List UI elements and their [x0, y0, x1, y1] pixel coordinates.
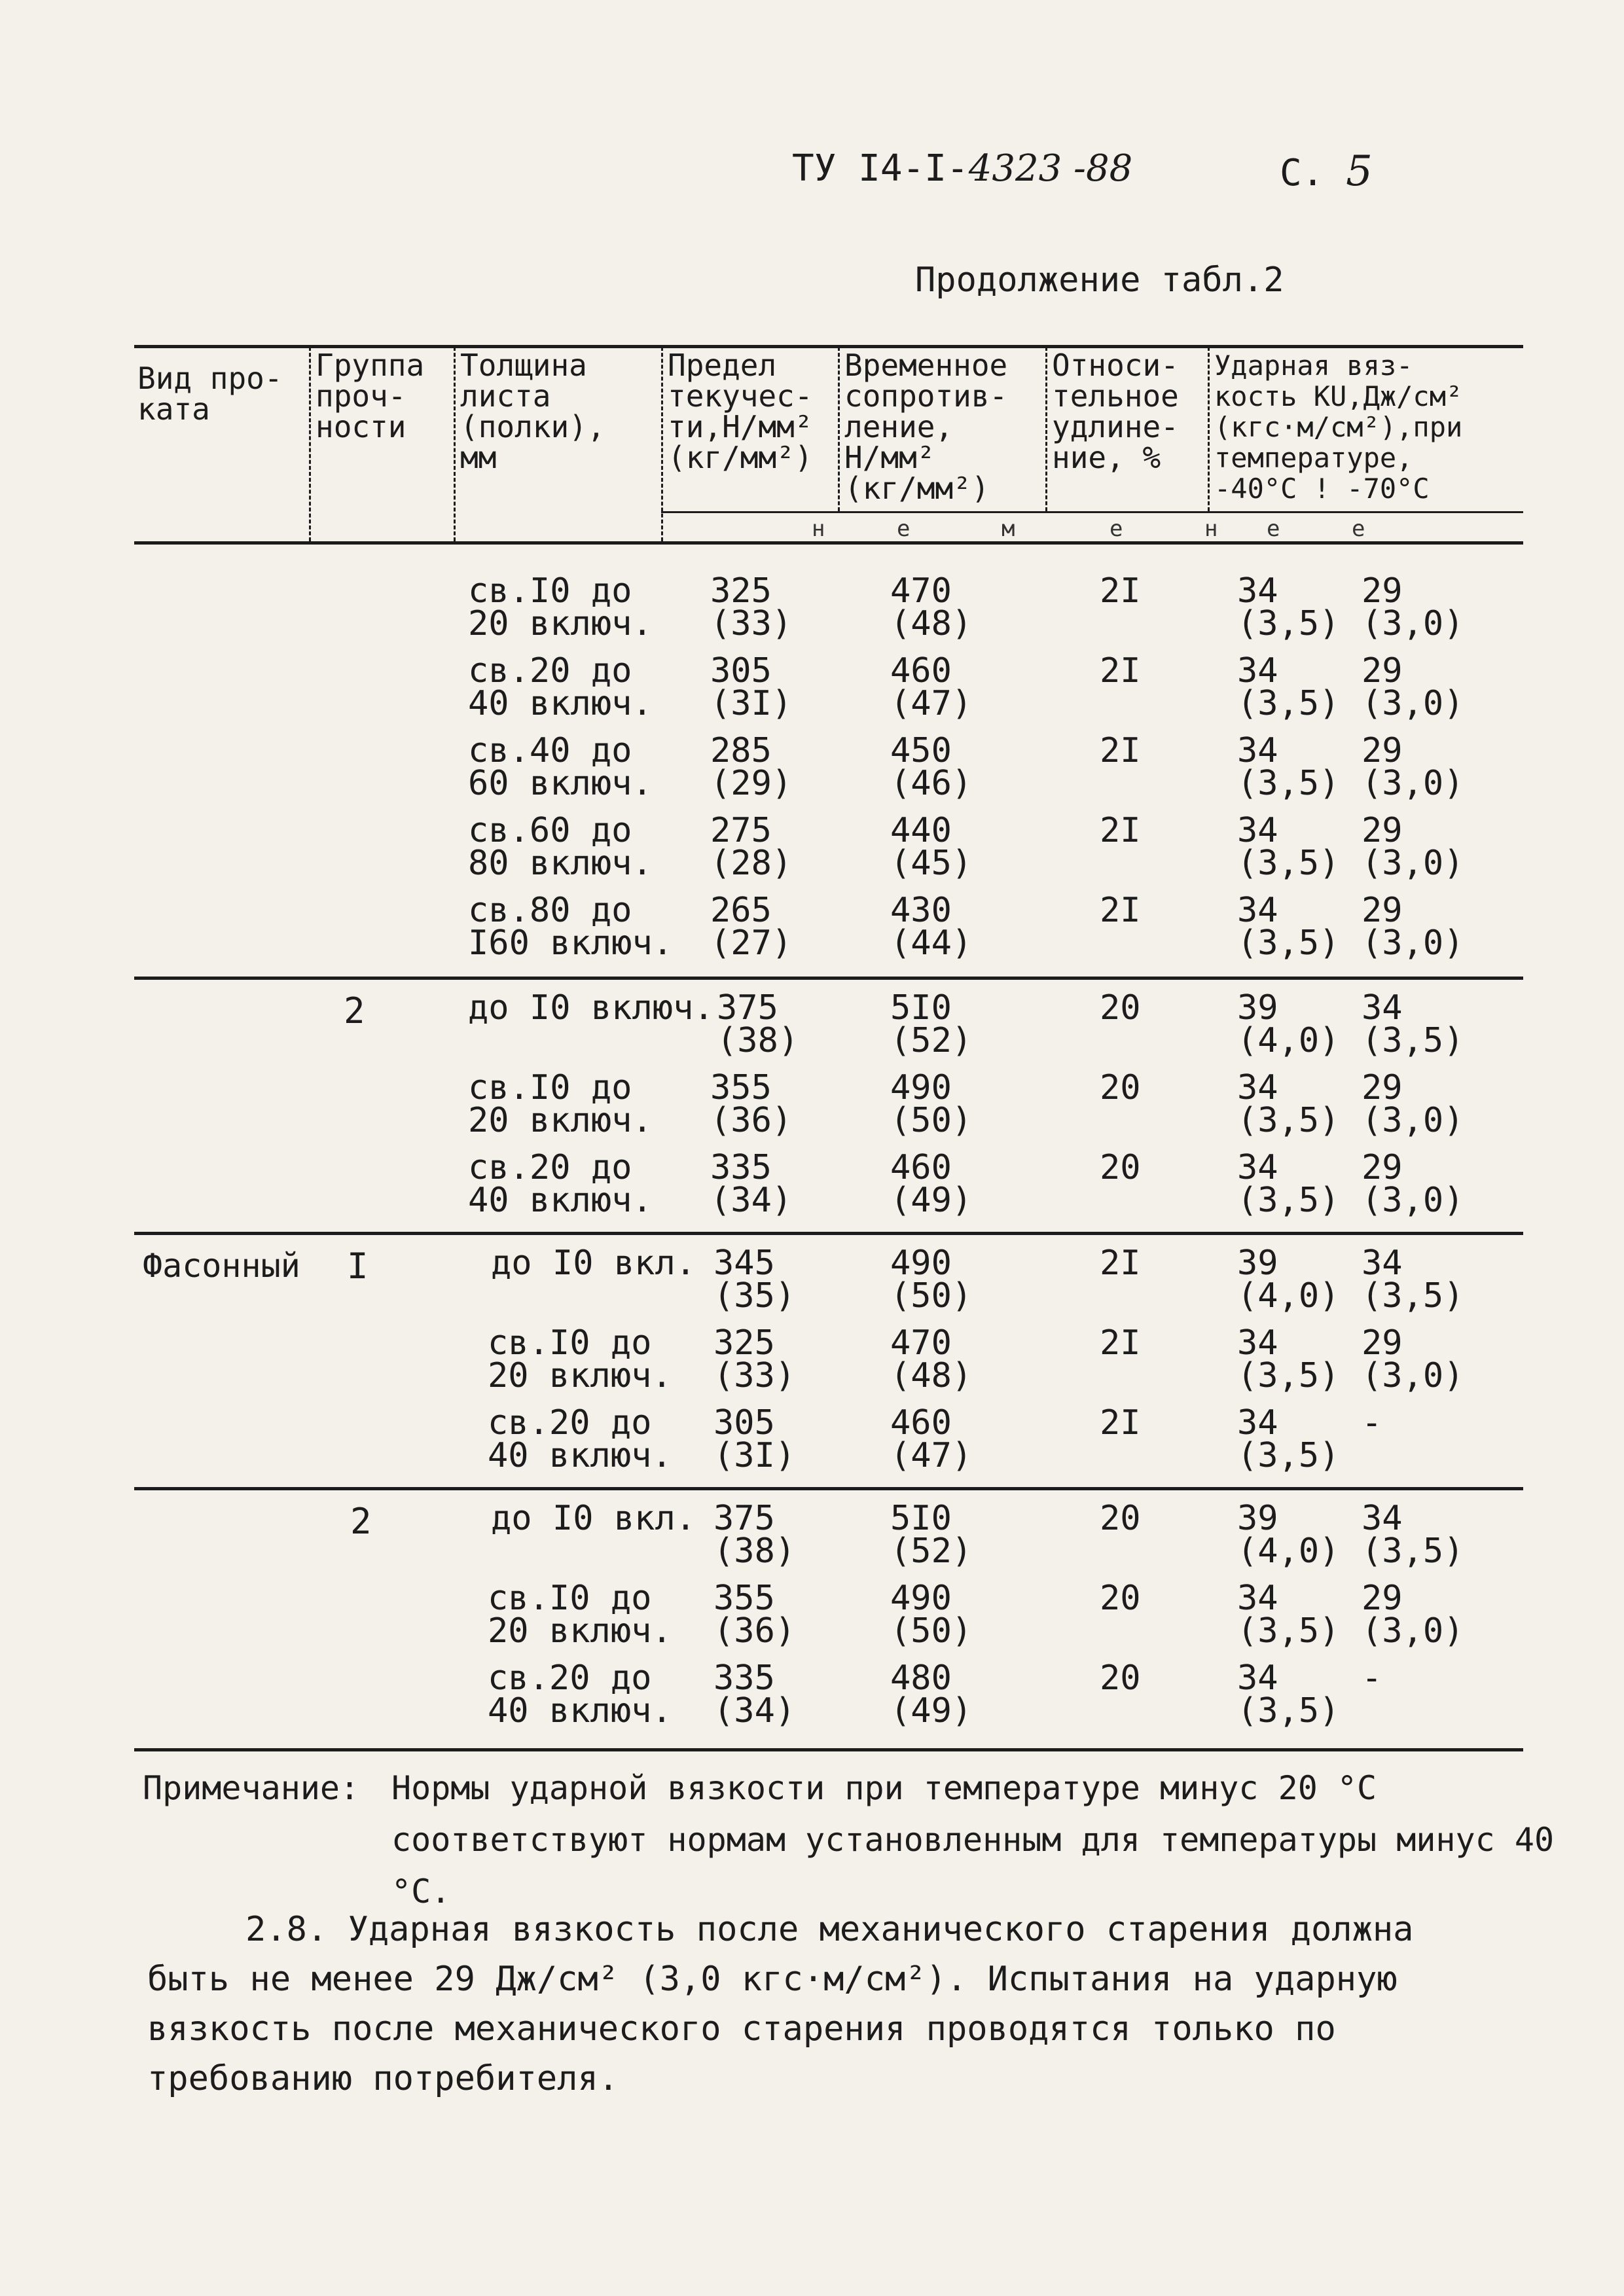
- cell-thickness: св.60 до 80 включ.: [468, 811, 653, 883]
- cell-tensile: 460 (47): [890, 1403, 973, 1475]
- cell-impact-40: 39 (4,0): [1237, 1499, 1340, 1571]
- cell-tensile: 460 (49): [890, 1148, 973, 1220]
- cell-yield: 325 (33): [713, 1323, 796, 1395]
- subheader-letter: н: [812, 516, 825, 542]
- cell-impact-40: 34 (3,5): [1237, 1403, 1340, 1475]
- cell-impact-40: 34 (3,5): [1237, 1579, 1340, 1651]
- column-header-yield: Предел текучес- ти,Н/мм² (кг/мм²): [668, 348, 813, 475]
- cell-impact-70: 29 (3,0): [1362, 571, 1464, 643]
- cell-yield: 305 (3I): [710, 651, 793, 723]
- section-divider: [134, 1487, 1523, 1490]
- cell-yield: 285 (29): [710, 731, 793, 803]
- column-header-thickness: Толщина листа (полки), мм: [460, 348, 605, 475]
- cell-tensile: 490 (50): [890, 1579, 973, 1651]
- subheader-letter: е: [1110, 516, 1123, 542]
- cell-impact-70: 29 (3,0): [1362, 731, 1464, 803]
- cell-impact-40: 34 (3,5): [1237, 1068, 1340, 1140]
- cell-impact-70: 29 (3,0): [1362, 891, 1464, 963]
- cell-elongation: 20: [1100, 988, 1141, 1028]
- subheader-letter: м: [1001, 516, 1015, 542]
- cell-elongation: 2I: [1100, 811, 1141, 850]
- cell-yield: 275 (28): [710, 811, 793, 883]
- cell-thickness: св.I0 до 20 включ.: [488, 1579, 672, 1651]
- cell-impact-40: 34 (3,5): [1237, 811, 1340, 883]
- cell-impact-70: 29 (3,0): [1362, 1579, 1464, 1651]
- cell-impact-40: 34 (3,5): [1237, 731, 1340, 803]
- cell-thickness: до I0 вкл.: [491, 1244, 696, 1283]
- document-code-prefix: ТУ I4-I-: [792, 147, 969, 190]
- cell-tensile: 480 (49): [890, 1659, 973, 1731]
- cell-impact-40: 34 (3,5): [1237, 1148, 1340, 1220]
- note-text: Нормы ударной вязкости при температуре минус 20 °С соответствуют нормам установленным для температуры минус 40 °С.: [391, 1769, 1555, 1910]
- cell-thickness: св.20 до 40 включ.: [468, 1148, 653, 1220]
- cell-impact-70: 34 (3,5): [1362, 1499, 1464, 1571]
- table-bottom-rule: [134, 1748, 1523, 1751]
- cell-elongation: 2I: [1100, 651, 1141, 691]
- cell-impact-70: 29 (3,0): [1362, 811, 1464, 883]
- column-separator: [1208, 347, 1210, 511]
- cell-yield: 375 (38): [713, 1499, 796, 1571]
- cell-tensile: 490 (50): [890, 1068, 973, 1140]
- group-label: 2: [350, 1501, 372, 1542]
- column-separator: [309, 347, 311, 541]
- cell-yield: 335 (34): [713, 1659, 796, 1731]
- cell-impact-70: 34 (3,5): [1362, 1244, 1464, 1316]
- cell-tensile: 470 (48): [890, 571, 973, 643]
- header-inner-rule: [661, 511, 1523, 513]
- cell-yield: 325 (33): [710, 571, 793, 643]
- cell-impact-40: 34 (3,5): [1237, 891, 1340, 963]
- column-header-kind: Вид про- ката: [137, 361, 283, 427]
- cell-elongation: 2I: [1100, 571, 1141, 611]
- cell-impact-70: 29 (3,0): [1362, 651, 1464, 723]
- page-number-value: 5: [1346, 147, 1373, 196]
- cell-yield: 355 (36): [710, 1068, 793, 1140]
- page-number: [1280, 147, 1373, 196]
- subheader-letter: е: [1352, 516, 1365, 542]
- subheader-letter: е: [1267, 516, 1280, 542]
- cell-impact-70: 29 (3,0): [1362, 1068, 1464, 1140]
- cell-yield: 375 (38): [717, 988, 799, 1060]
- cell-thickness: до I0 включ.: [468, 988, 714, 1028]
- cell-impact-70: 29 (3,0): [1362, 1323, 1464, 1395]
- cell-yield: 265 (27): [710, 891, 793, 963]
- cell-elongation: 2I: [1100, 891, 1141, 930]
- header-bottom-rule: [134, 541, 1523, 545]
- cell-thickness: св.I0 до 20 включ.: [468, 571, 653, 643]
- cell-yield: 355 (36): [713, 1579, 796, 1651]
- clause-paragraph: [147, 1905, 1476, 2104]
- cell-tensile: 460 (47): [890, 651, 973, 723]
- cell-impact-70: 34 (3,5): [1362, 988, 1464, 1060]
- cell-tensile: 5I0 (52): [890, 1499, 973, 1571]
- cell-impact-40: 34 (3,5): [1237, 1323, 1340, 1395]
- column-header-group: Группа проч- ности: [316, 348, 425, 444]
- cell-elongation: 2I: [1100, 731, 1141, 770]
- cell-impact-40: 39 (4,0): [1237, 1244, 1340, 1316]
- column-header-tensile: Временное сопротив- ление, Н/мм² (кг/мм²): [844, 348, 1008, 506]
- cell-impact-40: 39 (4,0): [1237, 988, 1340, 1060]
- cell-thickness: св.20 до 40 включ.: [488, 1659, 672, 1731]
- cell-thickness: св.I0 до 20 включ.: [488, 1323, 672, 1395]
- clause-text: Ударная вязкость после механического старения должна быть не менее 29 Дж/см² (3,0 кгс·м/см²). Испытания на ударную вязкость после механического старения проводятся только по требованию потребителя.: [147, 1910, 1414, 2098]
- cell-elongation: 20: [1100, 1499, 1141, 1538]
- group-label: I: [347, 1246, 369, 1287]
- cell-elongation: 20: [1100, 1148, 1141, 1187]
- section-divider: [134, 977, 1523, 980]
- kind-label: Фасонный: [143, 1247, 300, 1285]
- subheader-letter: н: [1204, 516, 1218, 542]
- cell-thickness: св.80 до I60 включ.: [468, 891, 674, 963]
- document-code-number: 4323 -88: [968, 147, 1133, 190]
- cell-tensile: 5I0 (52): [890, 988, 973, 1060]
- page-number-prefix: С.: [1280, 152, 1324, 194]
- clause-number: 2.8.: [245, 1910, 328, 1949]
- note-label: Примечание:: [143, 1769, 360, 1807]
- cell-yield: 305 (3I): [713, 1403, 796, 1475]
- cell-impact-70: -: [1362, 1659, 1382, 1698]
- cell-impact-40: 34 (3,5): [1237, 571, 1340, 643]
- cell-thickness: св.20 до 40 включ.: [468, 651, 653, 723]
- column-separator: [661, 347, 663, 541]
- cell-tensile: 440 (45): [890, 811, 973, 883]
- cell-thickness: до I0 вкл.: [491, 1499, 696, 1538]
- cell-thickness: св.I0 до 20 включ.: [468, 1068, 653, 1140]
- cell-tensile: 470 (48): [890, 1323, 973, 1395]
- cell-elongation: 20: [1100, 1659, 1141, 1698]
- cell-elongation: 2I: [1100, 1403, 1141, 1443]
- column-separator: [838, 347, 840, 511]
- cell-elongation: 20: [1100, 1068, 1141, 1107]
- column-separator: [1045, 347, 1047, 511]
- table-caption: Продолжение табл.2: [915, 260, 1284, 300]
- cell-elongation: 2I: [1100, 1244, 1141, 1283]
- cell-elongation: 20: [1100, 1579, 1141, 1618]
- cell-impact-40: 34 (3,5): [1237, 651, 1340, 723]
- column-header-impact: Ударная вяз- кость KU,Дж/см² (кгс·м/см²),при температуре, -40°C ! -70°C: [1214, 350, 1463, 505]
- cell-tensile: 450 (46): [890, 731, 973, 803]
- cell-thickness: св.40 до 60 включ.: [468, 731, 653, 803]
- cell-tensile: 430 (44): [890, 891, 973, 963]
- document-code: [792, 147, 1132, 190]
- cell-yield: 345 (35): [713, 1244, 796, 1316]
- group-label: 2: [344, 990, 365, 1031]
- subheader-letter: е: [897, 516, 911, 542]
- cell-impact-40: 34 (3,5): [1237, 1659, 1340, 1731]
- column-header-elongation: Относи- тельное удлине- ние, %: [1052, 348, 1179, 475]
- cell-thickness: св.20 до 40 включ.: [488, 1403, 672, 1475]
- cell-impact-70: 29 (3,0): [1362, 1148, 1464, 1220]
- section-divider: [134, 1232, 1523, 1235]
- column-separator: [454, 347, 456, 541]
- cell-elongation: 2I: [1100, 1323, 1141, 1363]
- cell-tensile: 490 (50): [890, 1244, 973, 1316]
- cell-impact-70: -: [1362, 1403, 1382, 1443]
- cell-yield: 335 (34): [710, 1148, 793, 1220]
